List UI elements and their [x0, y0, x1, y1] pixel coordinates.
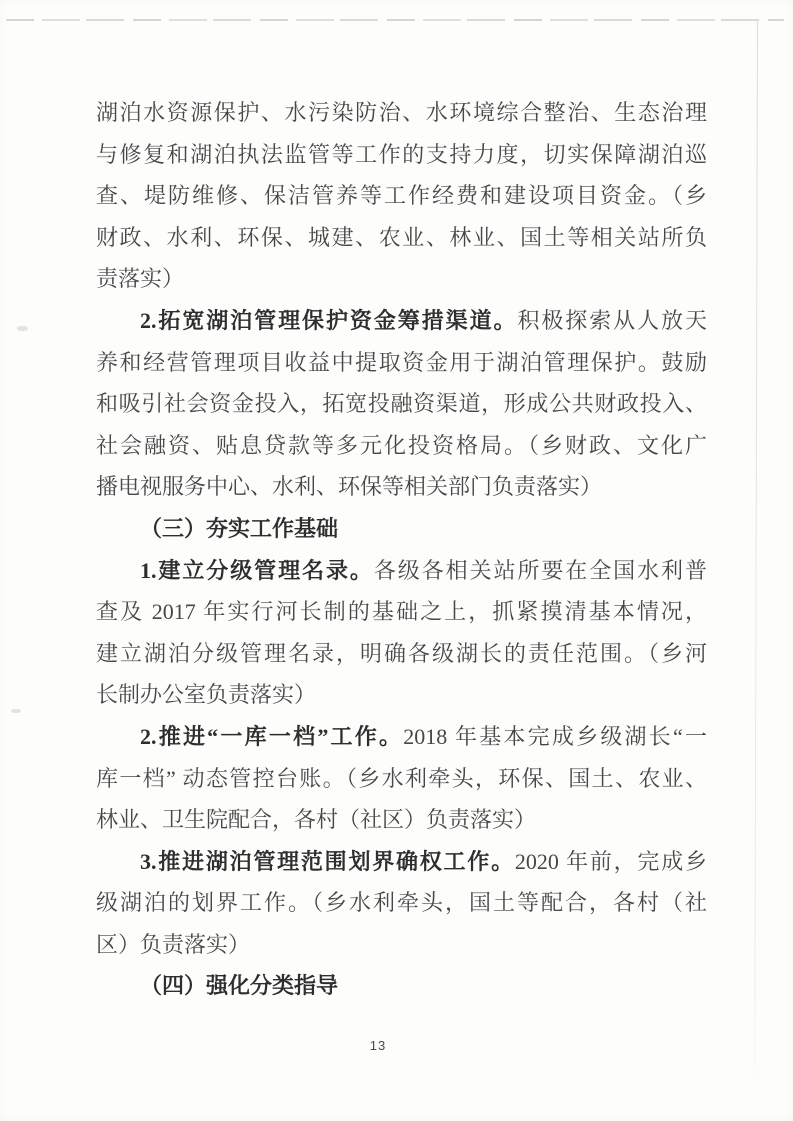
- text-line: [96, 425, 707, 467]
- text-line: [96, 591, 707, 633]
- text-line: [96, 799, 707, 841]
- line-text: 查及 2017 年实行河长制的基础之上，抓紧摸清基本情况，: [96, 599, 707, 625]
- text-line: [96, 175, 707, 217]
- text-line: [96, 841, 707, 883]
- line-text: 积极探索从人放天: [517, 307, 707, 333]
- line-text: 湖泊水资源保护、水污染防治、水环境综合整治、生态治理: [96, 100, 707, 125]
- line-bold-text: 2.推进“一库一档”工作。: [140, 723, 404, 749]
- heading-text: （四）强化分类指导: [140, 973, 339, 999]
- line-text: 库一档” 动态管控台账。（乡水利牵头，环保、国土、农业、: [96, 765, 707, 791]
- line-text: 社会融资、贴息贷款等多元化投资格局。（乡财政、文化广: [96, 432, 707, 458]
- line-text: 林业、卫生院配合，各村（社区）负责落实）: [96, 807, 537, 833]
- line-text: 2020 年前，完成乡: [514, 848, 707, 874]
- line-text: 建立湖泊分级管理名录，明确各级湖长的责任范围。（乡河: [96, 640, 707, 666]
- text-line: [96, 924, 707, 966]
- line-text: 区）负责落实）: [96, 931, 251, 957]
- section-heading: [96, 965, 707, 1007]
- line-bold-text: 1.建立分级管理名录。: [140, 557, 374, 583]
- text-line: [96, 92, 707, 134]
- line-text: 与修复和湖泊执法监管等工作的支持力度，切实保障湖泊巡: [96, 141, 707, 167]
- line-text: 2018 年基本完成乡级湖长“一: [403, 723, 707, 749]
- text-line: [96, 758, 707, 800]
- line-text: 养和经营管理项目收益中提取资金用于湖泊管理保护。鼓励: [96, 349, 707, 375]
- line-bold-text: 2.拓宽湖泊管理保护资金筹措渠道。: [140, 307, 518, 333]
- line-text: 查、堤防维修、保洁管养等工作经费和建设项目资金。（乡: [96, 183, 707, 209]
- scan-speck: [17, 326, 28, 331]
- line-bold-text: 3.推进湖泊管理范围划界确权工作。: [140, 848, 515, 874]
- line-text: 财政、水利、环保、城建、农业、林业、国土等相关站所负: [96, 224, 707, 250]
- scan-artifact-fold-line: [754, 20, 758, 1098]
- text-line: [96, 674, 707, 716]
- document-body: [96, 92, 707, 1007]
- line-text: 和吸引社会资金投入，拓宽投融资渠道，形成公共财政投入、: [96, 391, 707, 417]
- text-line: [96, 342, 707, 384]
- page-number: 13: [369, 1038, 387, 1053]
- line-text: 责落实）: [96, 266, 185, 292]
- text-line: [96, 134, 707, 176]
- scan-speck: [11, 709, 21, 713]
- scan-artifact-top-line: [6, 19, 784, 21]
- line-text: 播电视服务中心、水利、环保等相关部门负责落实）: [96, 474, 603, 500]
- section-heading: [96, 508, 707, 550]
- text-line: [96, 217, 707, 259]
- heading-text: （三）夯实工作基础: [140, 515, 339, 541]
- line-text: 各级各相关站所要在全国水利普: [373, 557, 707, 583]
- line-text: 级湖泊的划界工作。（乡水利牵头，国土等配合，各村（社: [96, 890, 707, 916]
- text-line: [96, 550, 707, 592]
- text-line: [96, 300, 707, 342]
- text-line: [96, 383, 707, 425]
- text-line: [96, 633, 707, 675]
- text-line: [96, 882, 707, 924]
- text-line: [96, 716, 707, 758]
- text-line: [96, 258, 707, 300]
- text-line: [96, 466, 707, 508]
- line-text: 长制办公室负责落实）: [96, 682, 317, 708]
